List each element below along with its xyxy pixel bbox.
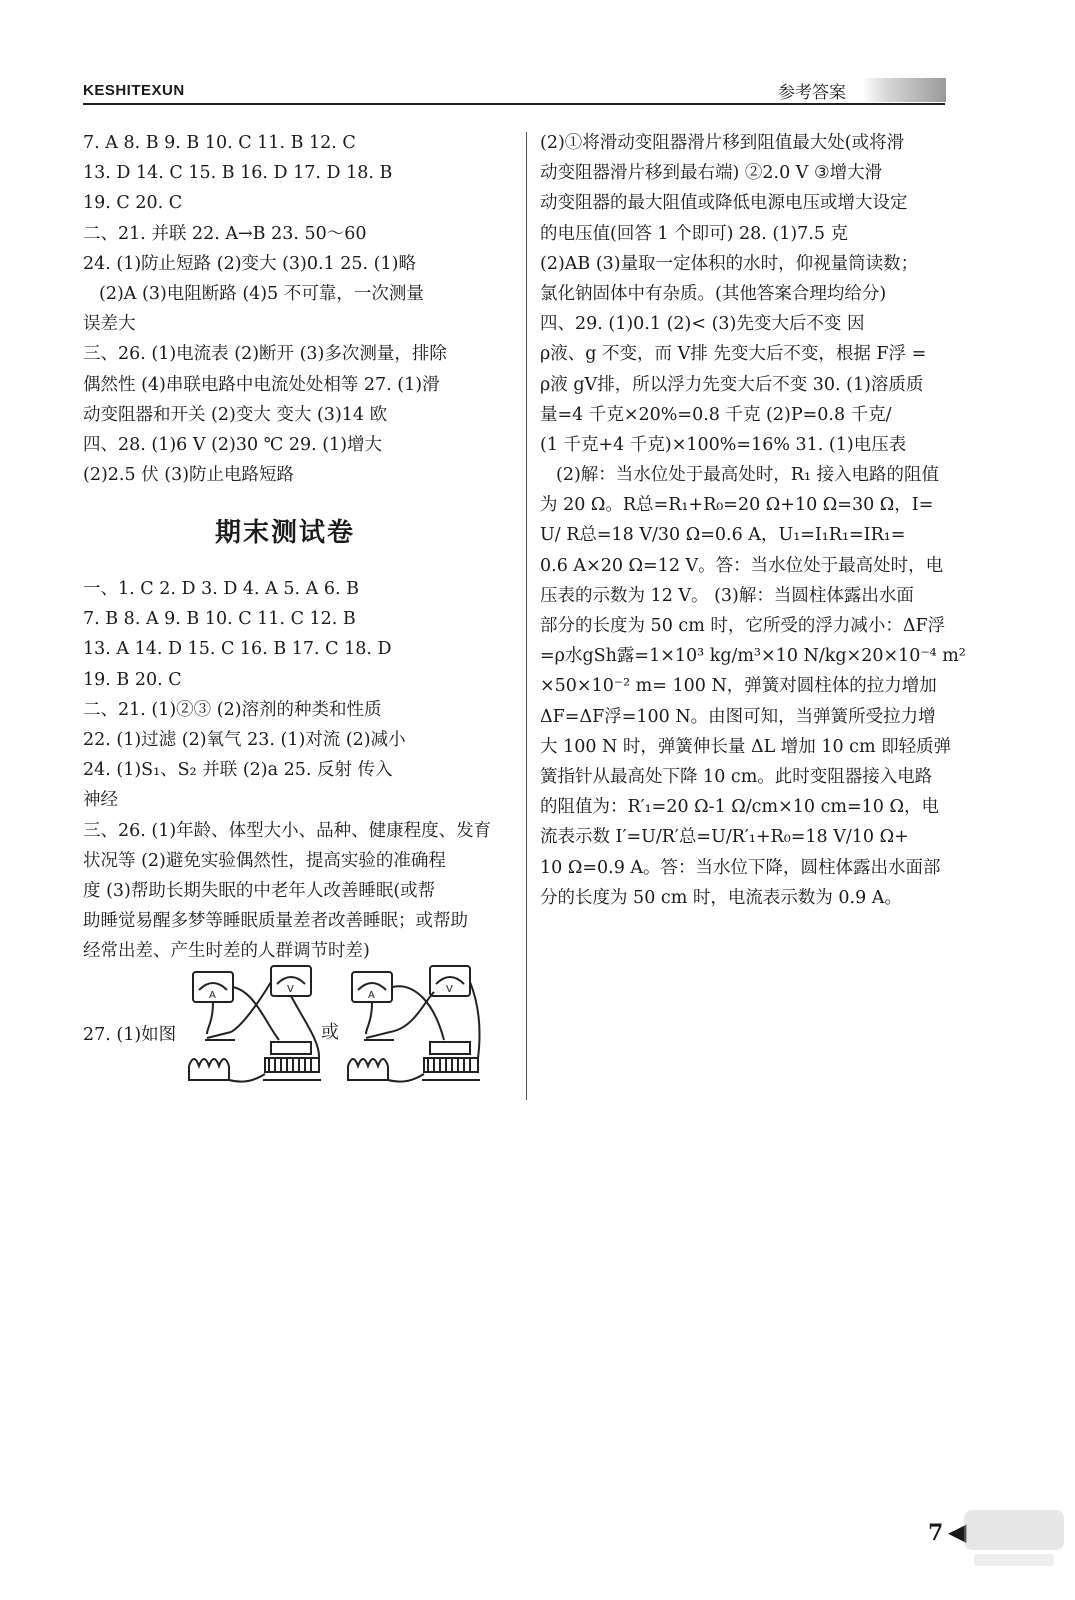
- answer-line: 状况等 (2)避免实验偶然性，提高实验的准确程: [83, 850, 446, 871]
- answer-line: (2)AB (3)量取一定体积的水时，仰视量筒读数；: [540, 253, 919, 274]
- answer-line: 经常出差、产生时差的人群调节时差): [83, 941, 370, 962]
- answer-line: 动变阻器滑片移到最右端) ②2.0 V ③增大滑: [540, 163, 883, 184]
- answer-line: 神经: [83, 790, 118, 811]
- switch-icon: [205, 1032, 235, 1040]
- answer-line: 度 (3)帮助长期失眠的中老年人改善睡眠(或帮: [83, 880, 436, 901]
- page-arrow-icon: ◀: [948, 1518, 967, 1546]
- answer-line: 三、26. (1)年龄、体型大小、品种、健康程度、发育: [83, 820, 492, 841]
- answer-line: 13. D 14. C 15. B 16. D 17. D 18. B: [83, 163, 393, 184]
- circuit-diagram-1: [185, 962, 325, 1092]
- right-column-answers: [540, 128, 966, 913]
- ammeter-icon: [352, 972, 392, 1002]
- answer-line: 一、1. C 2. D 3. D 4. A 5. A 6. B: [83, 579, 359, 599]
- column-divider: [526, 132, 527, 1100]
- switch-icon: [364, 1032, 394, 1040]
- answer-line: 助睡觉易醒多梦等睡眠质量差者改善睡眠；或帮助: [83, 911, 468, 932]
- answer-line: 大 100 N 时，弹簧伸长量 ΔL 增加 10 cm 即轻质弹: [540, 736, 952, 757]
- battery-icon: [348, 1059, 388, 1080]
- answer-line: 四、29. (1)0.1 (2)< (3)先变大后不变 因: [540, 314, 865, 335]
- answer-line: 的电压值(回答 1 个即可) 28. (1)7.5 克: [540, 223, 849, 244]
- answer-line: 13. A 14. D 15. C 16. B 17. C 18. D: [83, 639, 392, 660]
- svg-text:A: A: [368, 990, 375, 1001]
- q27-label: 27. (1)如图: [83, 1025, 177, 1045]
- circuit-diagram-2: [344, 962, 484, 1092]
- answer-line: 流表示数 I′=U/R′总=U/R′₁+R₀=18 V/10 Ω+: [540, 827, 909, 848]
- answer-line: 7. B 8. A 9. B 10. C 11. C 12. B: [83, 609, 356, 630]
- answer-line: (2)①将滑动变阻器滑片移到阻值最大处(或将滑: [540, 133, 905, 153]
- answer-line: 19. C 20. C: [83, 193, 183, 214]
- answer-line: (1 千克+4 千克)×100%=16% 31. (1)电压表: [540, 434, 907, 455]
- answer-line: 部分的长度为 50 cm 时，它所受的浮力减小：ΔF浮: [540, 616, 946, 636]
- answer-line: U/ R总=18 V/30 Ω=0.6 A，U₁=I₁R₁=IR₁=: [540, 525, 906, 546]
- answer-line: 簧指针从最高处下降 10 cm。此时变阻器接入电路: [540, 766, 933, 787]
- answer-line: 的阻值为：R′₁=20 Ω-1 Ω/cm×10 cm=10 Ω，电: [540, 797, 939, 818]
- answer-line: 二、21. 并联 22. A→B 23. 50～60: [83, 223, 367, 244]
- header-rule: [83, 103, 945, 105]
- answer-line: 误差大: [83, 314, 136, 335]
- answer-line: 四、28. (1)6 V (2)30 ℃ 29. (1)增大: [83, 434, 383, 455]
- battery-icon: [189, 1059, 229, 1080]
- answer-line: 压表的示数为 12 V。 (3)解：当圆柱体露出水面: [540, 585, 914, 606]
- voltmeter-icon: [271, 966, 311, 996]
- answer-line: 量=4 千克×20%=0.8 千克 (2)P=0.8 千克/: [540, 404, 892, 425]
- svg-text:A: A: [209, 990, 216, 1001]
- answer-line: (2)解：当水位处于最高处时，R₁ 接入电路的阻值: [556, 465, 940, 486]
- answer-line: 二、21. (1)②③ (2)溶剂的种类和性质: [83, 699, 382, 720]
- answer-line: 偶然性 (4)串联电路中电流处处相等 27. (1)滑: [83, 374, 440, 395]
- answer-line: ΔF=ΔF浮=100 N。由图可知，当弹簧所受拉力增: [540, 706, 936, 727]
- answer-line: 动变阻器的最大阻值或降低电源电压或增大设定: [540, 193, 908, 214]
- answer-line: =ρ水gSh露=1×10³ kg/m³×10 N/kg×20×10⁻⁴ m²: [540, 646, 966, 667]
- header-title: 参考答案: [778, 83, 846, 103]
- final-exam-answers: [83, 574, 513, 966]
- section-title: 期末测试卷: [215, 518, 356, 548]
- answer-line: 为 20 Ω。R总=R₁+R₀=20 Ω+10 Ω=30 Ω，I=: [540, 495, 934, 516]
- answer-line: 三、26. (1)电流表 (2)断开 (3)多次测量，排除: [83, 344, 447, 365]
- answer-line: 24. (1)防止短路 (2)变大 (3)0.1 25. (1)略: [83, 253, 416, 274]
- or-label: 或: [321, 1022, 339, 1043]
- answer-line: ρ液、g 不变，而 V排 先变大后不变，根据 F浮 =: [540, 344, 927, 365]
- rheostat-icon: [422, 1042, 480, 1080]
- header-brand: KESHITEXUN: [83, 82, 185, 99]
- answer-line: 24. (1)S₁、S₂ 并联 (2)a 25. 反射 传入: [83, 760, 393, 781]
- svg-text:V: V: [287, 984, 294, 995]
- svg-text:V: V: [446, 984, 453, 995]
- answer-line: 动变阻器和开关 (2)变大 变大 (3)14 欧: [83, 404, 388, 425]
- answer-line: ρ液 gV排，所以浮力先变大后不变 30. (1)溶质质: [540, 374, 924, 395]
- answer-line: 分的长度为 50 cm 时，电流表示数为 0.9 A。: [540, 887, 902, 908]
- rheostat-icon: [263, 1042, 321, 1080]
- answer-line: 19. B 20. C: [83, 669, 182, 690]
- watermark-logo: [960, 1502, 1070, 1572]
- left-column-answers: [83, 128, 513, 490]
- answer-line: 7. A 8. B 9. B 10. C 11. B 12. C: [83, 133, 356, 153]
- answer-line: ×50×10⁻² m= 100 N，弹簧对圆柱体的拉力增加: [540, 676, 937, 697]
- header-decoration: [862, 78, 946, 102]
- answer-line: (2)A (3)电阻断路 (4)5 不可靠，一次测量: [99, 283, 424, 304]
- voltmeter-icon: [430, 966, 470, 996]
- answer-line: 0.6 A×20 Ω=12 V。答：当水位处于最高处时，电: [540, 555, 944, 576]
- answer-line: (2)2.5 伏 (3)防止电路短路: [83, 465, 295, 486]
- answer-line: 氯化钠固体中有杂质。(其他答案合理均给分): [540, 283, 887, 304]
- ammeter-icon: [193, 972, 233, 1002]
- answer-line: 10 Ω=0.9 A。答：当水位下降，圆柱体露出水面部: [540, 857, 941, 878]
- page-number: 7: [928, 1520, 944, 1546]
- answer-line: 22. (1)过滤 (2)氧气 23. (1)对流 (2)减小: [83, 729, 406, 750]
